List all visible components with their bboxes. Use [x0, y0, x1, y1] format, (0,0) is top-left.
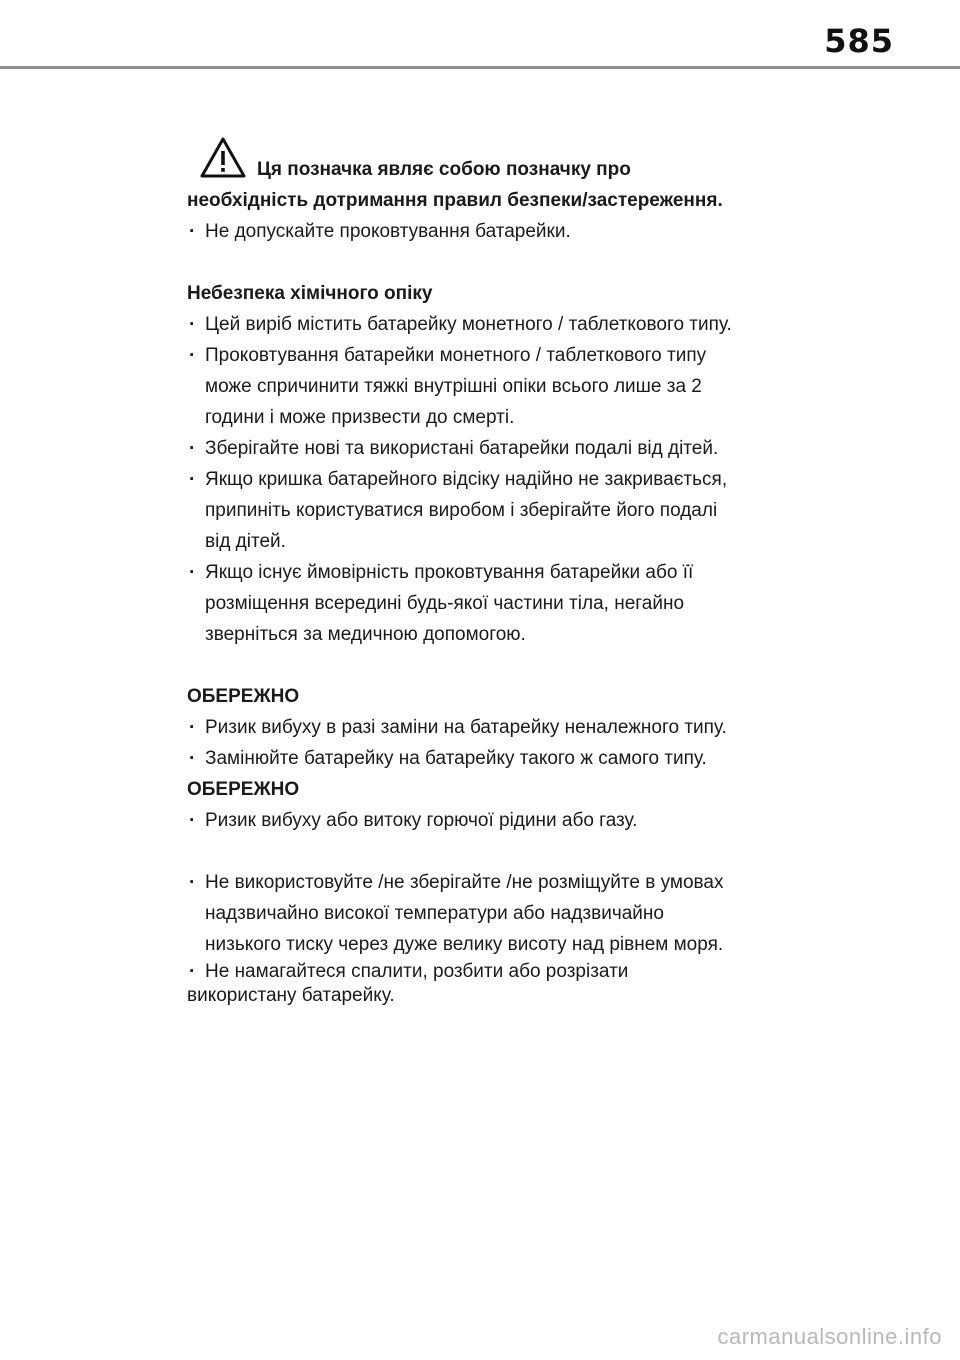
- chemical-burn-bullet-2-line-3: години і може призвести до смерті.: [205, 407, 515, 428]
- caution-2-bullet-3: [187, 960, 777, 984]
- chemical-burn-bullet-4-line-2: припиніть користуватися виробом і зберігайте його подалі: [205, 500, 718, 521]
- warning-triangle-icon: [199, 136, 247, 180]
- caution-2-bullet-2: [187, 867, 777, 898]
- chemical-burn-bullet-1: · Цей виріб містить батарейку монетного / таблеткового типу.: [187, 309, 777, 340]
- caution-heading-2: ОБЕРЕЖНО: [187, 779, 300, 800]
- header-divider: [0, 66, 960, 69]
- caution-2-bullet-3-line-1: Не намагайтеся спалити, розбити або розрізати: [205, 961, 629, 982]
- chemical-burn-bullet-5: [187, 557, 777, 588]
- chemical-burn-bullet-2-line-2: може спричинити тяжкі внутрішні опіки всього лише за 2: [205, 376, 702, 397]
- caution-heading-1: ОБЕРЕЖНО: [187, 686, 300, 707]
- chemical-burn-bullet-5-line-3: зверніться за медичною допомогою.: [205, 624, 526, 645]
- watermark: carmanualsonline.info: [717, 1324, 942, 1349]
- caution-2-bullet-3-line-2: використану батарейку.: [187, 985, 395, 1006]
- warning-text-line-1: Ця позначка являє собою позначку про: [257, 159, 631, 180]
- caution-2-bullet-2-line-1: Не використовуйте /не зберігайте /не розміщуйте в умовах: [205, 872, 724, 893]
- caution-2-bullet-1: · Ризик вибуху або витоку горючої рідини або газу.: [187, 805, 777, 836]
- caution-1-bullet-1: · Ризик вибуху в разі заміни на батарейку неналежного типу.: [187, 712, 777, 743]
- chemical-burn-bullet-2-line-1: Проковтування батарейки монетного / таблеткового типу: [205, 345, 707, 366]
- warning-block: [187, 154, 777, 216]
- chemical-burn-bullet-2: [187, 340, 777, 371]
- warning-text-line-2: необхідність дотримання правил безпеки/застереження.: [187, 190, 723, 211]
- chemical-burn-bullet-4-line-1: Якщо кришка батарейного відсіку надійно не закривається,: [205, 469, 728, 490]
- chemical-burn-bullet-4-line-3: від дітей.: [205, 531, 286, 552]
- chemical-burn-bullet-5-line-2: розміщення всередині будь-якої частини тіла, негайно: [205, 593, 685, 614]
- page-content: [187, 154, 777, 1008]
- caution-2-bullet-2-line-3: низького тиску через дуже велику висоту над рівнем моря.: [205, 934, 724, 955]
- warning-bullet: · Не допускайте проковтування батарейки.: [187, 216, 777, 247]
- chemical-burn-bullet-4: [187, 464, 777, 495]
- chemical-burn-bullet-3: · Зберігайте нові та використані батарейки подалі від дітей.: [187, 433, 777, 464]
- page-number: 585: [824, 22, 894, 60]
- caution-1-bullet-2: · Замінюйте батарейку на батарейку такого ж самого типу.: [187, 743, 777, 774]
- chemical-burn-bullet-5-line-1: Якщо існує ймовірність проковтування батарейки або її: [205, 562, 694, 583]
- caution-2-bullet-2-line-2: надзвичайно високої температури або надзвичайно: [205, 903, 664, 924]
- chemical-burn-heading: Небезпека хімічного опіку: [187, 283, 433, 304]
